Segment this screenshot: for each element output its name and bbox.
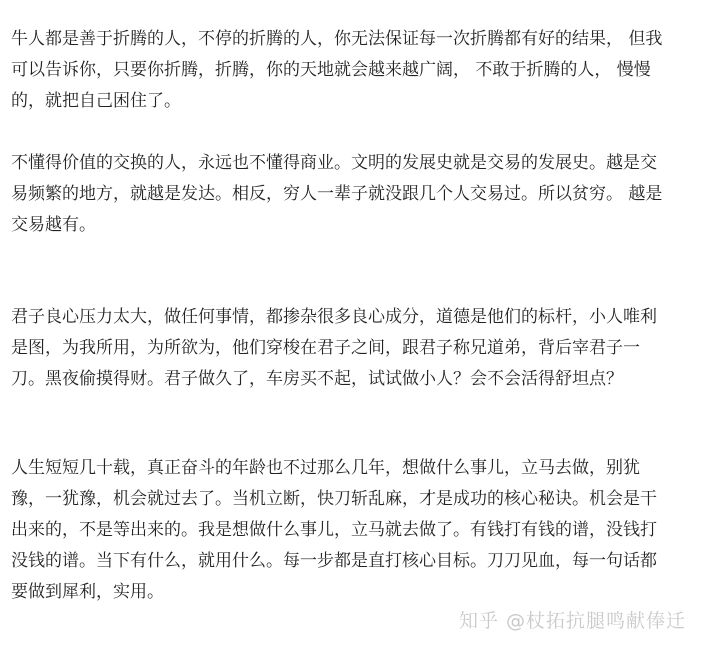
article-body — [11, 24, 709, 608]
paragraph-line: 易频繁的地方，就越是发达。相反，穷人一辈子就没跟几个人交易过。所以贫穷。 越是 — [11, 184, 663, 204]
paragraph-line: 要做到犀利，实用。 — [11, 582, 164, 602]
paragraph-4 — [11, 453, 709, 608]
paragraph-line: 出来的，不是等出来的。我是想做什么事儿，立马就去做了。有钱打有钱的谱，没钱打 — [11, 520, 657, 540]
paragraph-3 — [11, 302, 709, 395]
paragraph-line: 豫，一犹豫，机会就过去了。当机立断，快刀斩乱麻，才是成功的核心秘诀。机会是干 — [11, 489, 657, 509]
paragraph-line: 刀。黑夜偷摸得财。君子做久了，车房买不起，试试做小人？会不会活得舒坦点？ — [11, 369, 623, 389]
paragraph-line: 交易越有。 — [11, 215, 96, 235]
paragraph-line: 君子良心压力太大，做任何事情，都掺杂很多良心成分，道德是他们的标杆，小人唯利 — [11, 307, 657, 327]
zhihu-watermark: 知乎 @杖拓抗腿鸣献俸迁 — [459, 610, 687, 632]
paragraph-line: 的，就把自己困住了。 — [11, 91, 181, 111]
paragraph-line: 牛人都是善于折腾的人，不停的折腾的人，你无法保证每一次折腾都有好的结果， 但我 — [11, 29, 663, 49]
paragraph-1 — [11, 24, 709, 117]
paragraph-line: 没钱的谱。当下有什么，就用什么。每一步都是直打核心目标。刀刀见血，每一句话都 — [11, 551, 657, 571]
paragraph-2 — [11, 148, 709, 241]
paragraph-line: 是图，为我所用，为所欲为，他们穿梭在君子之间，跟君子称兄道弟，背后宰君子一 — [11, 338, 640, 358]
paragraph-line: 人生短短几十载，真正奋斗的年龄也不过那么几年，想做什么事儿，立马去做，别犹 — [11, 458, 640, 478]
paragraph-line: 不懂得价值的交换的人，永远也不懂得商业。文明的发展史就是交易的发展史。越是交 — [11, 153, 657, 173]
paragraph-line: 可以告诉你，只要你折腾，折腾，你的天地就会越来越广阔， 不敢于折腾的人， 慢慢 — [11, 60, 651, 80]
